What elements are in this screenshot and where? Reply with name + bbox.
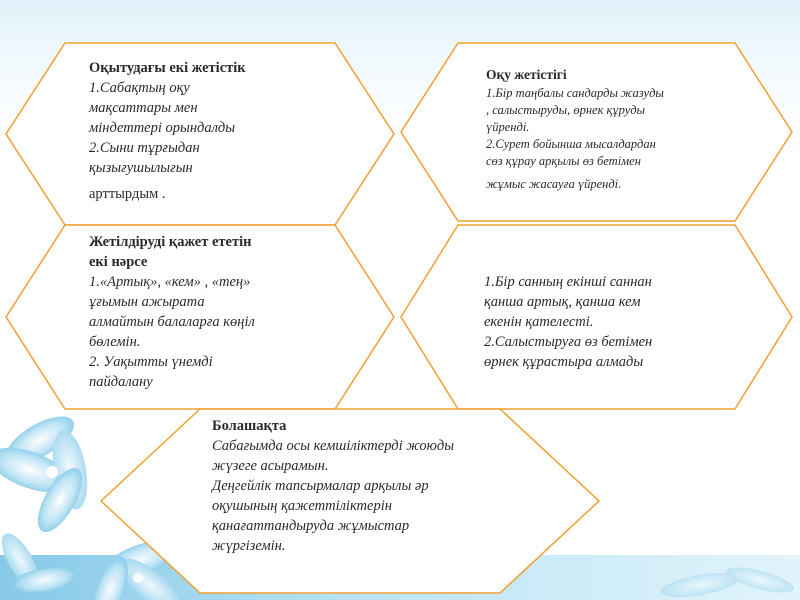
hexagon-text-line: қанағаттандыруда жұмыстар <box>212 518 410 534</box>
hexagon-text-line: жүзеге асырамын. <box>212 458 329 474</box>
hexagon-text-line: екенін қателесті. <box>484 314 594 330</box>
hexagon-title: Оқытудағы екі жетістік <box>89 60 246 76</box>
hexagon-learning-difficulties <box>400 224 793 410</box>
hexagon-text-line: міндеттері орындалды <box>89 120 236 136</box>
hexagon-text-line: жүргіземін. <box>212 538 286 554</box>
hexagon-text-line: мақсаттары мен <box>89 100 198 116</box>
hexagon-text-line: ұғымын ажырата <box>89 294 205 310</box>
hexagon-future-plans <box>100 408 600 594</box>
hexagon-text-line: 2. Уақытты үнемді <box>89 354 213 370</box>
hexagon-needs-improvement <box>5 224 395 410</box>
hexagon-text-line: қанша артық, қанша кем <box>484 294 641 310</box>
hexagon-text-line: оқушының қажеттіліктерін <box>212 498 392 514</box>
hexagon-text-line: 2.Салыстыруға өз бетімен <box>484 334 653 350</box>
hexagon-text-line: 1.Сабақтың оқу <box>89 80 190 96</box>
hexagon-title-line: Жетілдіруді қажет ететін <box>89 234 252 250</box>
hexagon-text-line: үйренді. <box>486 120 530 134</box>
hexagon-text-line: пайдалану <box>89 374 153 390</box>
hexagon-text-line: өрнек құрастыра алмады <box>484 354 644 370</box>
hexagon-title: Оқу жетістігі <box>486 67 567 82</box>
hexagon-learning-achievement <box>400 42 793 222</box>
hexagon-text-line: қызығушылығын <box>89 160 193 176</box>
hexagon-text-line: жұмыс жасауға үйренді. <box>486 177 622 191</box>
hexagon-achievements-teaching <box>5 42 395 226</box>
hexagon-text-line: 1.Бір таңбалы сандарды жазуды <box>486 86 664 100</box>
hexagon-title-line: екі нәрсе <box>89 254 148 270</box>
hexagon-text-line: Деңгейлік тапсырмалар арқылы әр <box>212 478 429 494</box>
hexagon-text-line: Сабағымда осы кемшіліктерді жоюды <box>212 438 455 454</box>
hexagon-text-line: 2.Сыни тұрғыдан <box>89 140 200 156</box>
hexagon-text-line: арттырдым . <box>89 186 166 202</box>
hexagon-text-line: 2.Сурет бойынша мысалдардан <box>486 137 656 151</box>
hexagon-text-line: 1.Бір санның екінші саннан <box>484 274 652 290</box>
hexagon-text-line: алмайтын балаларға көңіл <box>89 314 255 330</box>
hexagon-text-line: бөлемін. <box>89 334 141 350</box>
hexagon-text-line: , салыстыруды, өрнек құруды <box>486 103 646 117</box>
hexagon-title: Болашақта <box>212 418 287 434</box>
hexagon-text-line: сөз құрау арқылы өз бетімен <box>486 154 641 168</box>
hexagon-text-line: 1.«Артық», «кем» , «тең» <box>89 274 251 290</box>
